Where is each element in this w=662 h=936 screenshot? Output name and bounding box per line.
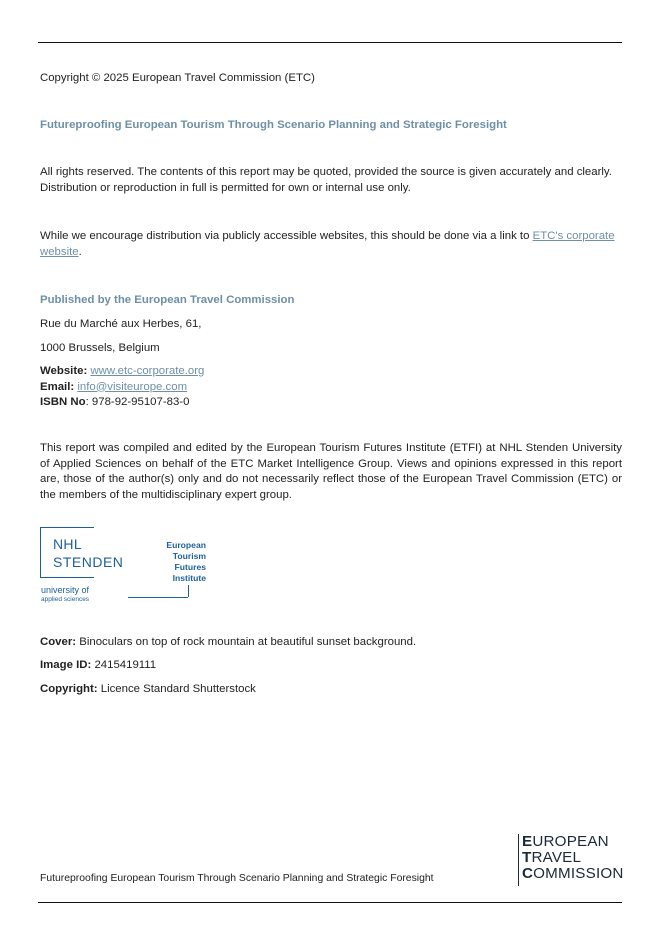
distribution-end: . [78, 245, 82, 258]
cover-label: Cover: [40, 636, 77, 648]
image-copyright-value: Licence Standard Shutterstock [97, 683, 256, 695]
report-title: Futureproofing European Tourism Through Scenario Planning and Strategic Foresight [40, 119, 507, 131]
university-text: university of [41, 585, 90, 595]
address-line-2: 1000 Brussels, Belgium [40, 342, 160, 354]
etfi-word: Institute [172, 573, 206, 583]
rights-line-1: All rights reserved. The contents of this report may be quoted, provided the source is given accurately and clearly. [40, 166, 612, 178]
etc-logo-row [522, 866, 624, 882]
image-id-value: 2415419111 [91, 659, 157, 671]
image-copyright [40, 682, 622, 698]
distribution-text: While we encourage distribution via publicly accessible websites, this should be done via a link to [40, 230, 533, 242]
etc-logo [518, 834, 624, 886]
etfi-word: Tourism [172, 551, 206, 561]
isbn-value: : 978-92-95107-83-0 [85, 396, 190, 408]
image-copyright-label: Copyright: [40, 683, 98, 695]
footer-title: Futureproofing European Tourism Through Scenario Planning and Strategic Foresight [40, 873, 434, 884]
etc-initial-e: E [522, 833, 533, 850]
copyright-line: Copyright © 2025 European Travel Commission (ETC) [40, 72, 315, 84]
etc-word-commission: OMMISSION [533, 865, 624, 882]
etfi-word: European [166, 540, 206, 550]
nhl-stenden-etfi-logo [40, 527, 210, 607]
address-line-1: Rue du Marché aux Herbes, 61, [40, 318, 202, 330]
image-id-label: Image ID: [40, 659, 92, 671]
bottom-rule [38, 902, 622, 903]
email-label: Email: [40, 380, 75, 393]
contact-block [40, 364, 622, 411]
nhl-logo-text: NHL [53, 536, 82, 552]
etc-word-travel: RAVEL [531, 849, 582, 866]
compiled-note: This report was compiled and edited by the European Tourism Futures Institute (ETFI) at NHL Stenden University of Applied Sciences on behalf of the ETC Market Intelligence Group. Views and opinions expressed in this report are, those of the author(s) only and do not necessarily reflect those of the European Travel Commission (ETC) or the members of the multidisciplinary expert group. [40, 442, 622, 501]
nhl-logo-frame [40, 527, 94, 578]
cover-credit [40, 635, 622, 651]
etfi-logo-text [158, 540, 206, 584]
image-id [40, 658, 622, 674]
etc-logo-row [522, 834, 624, 850]
etc-word-european: UROPEAN [532, 833, 609, 850]
top-rule [38, 42, 622, 43]
cover-value: Binoculars on top of rock mountain at beautiful sunset background. [76, 636, 417, 648]
etc-logo-row [522, 850, 624, 866]
rights-paragraph [40, 165, 622, 196]
publisher-heading: Published by the European Travel Commission [40, 294, 295, 306]
distribution-paragraph [40, 229, 622, 260]
website-label: Website: [40, 365, 88, 377]
applied-sciences-text: applied sciences [41, 596, 90, 603]
etc-corporate-link[interactable]: ETC's corporate [532, 230, 615, 242]
etc-website-link[interactable]: website [40, 245, 79, 258]
etfi-word: Futures [174, 562, 206, 572]
etfi-corner [188, 585, 189, 597]
rights-line-2: Distribution or reproduction in full is permitted for own or internal use only. [40, 181, 411, 194]
etfi-underline [128, 597, 188, 598]
stenden-logo-text: STENDEN [53, 554, 124, 570]
isbn-label: ISBN No [40, 396, 86, 408]
etc-initial-c: C [522, 865, 534, 882]
website-link[interactable]: www.etc-corporate.org [90, 365, 205, 377]
email-link[interactable]: info@visiteurope.com [77, 380, 188, 393]
etc-initial-t: T [522, 849, 532, 866]
